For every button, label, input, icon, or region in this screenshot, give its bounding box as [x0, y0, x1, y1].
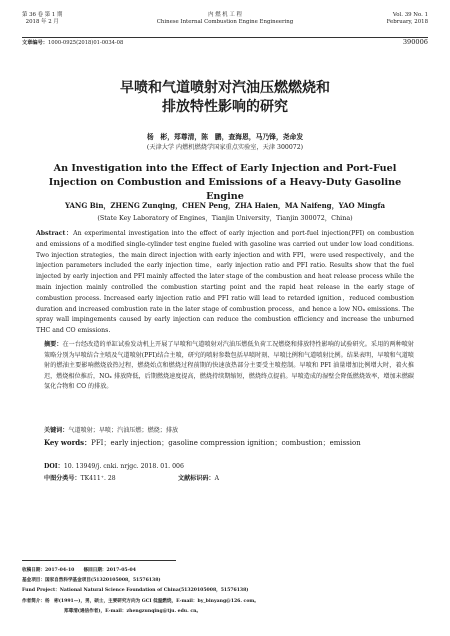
doi-label: DOI：	[44, 463, 64, 470]
english-abstract-text: An experimental investigation into the effect of early injection and port-fuel injection(PFI) on combustion and emissions of a modified single-cylinder test engine fueled with gasoline was carried out under low load conditions. Two injection strategies，the main direct injection with early injection and with FPI，were used respectively，and the injection parameters included the early injection time，early injection ratio and PFI ratio. Results show that the fuel injected by early injection and PFI mainly affected the later stage of the combustion and heat release process while the main injection mainly controlled the combustion starting point and the rapid heat release in the early stage of combustion process. Increased early injection ratio and PFI ratio will lead to retarded ignition，reduced combustion duration and increased combustion rate in the later stage of combustion process，and hence a low NOₓ emissions. The spray wall impingements caused by early injection can reduce the combustion efficiency and increase the unburned THC and CO emissions.	[36, 230, 414, 335]
english-abstract	[36, 229, 414, 337]
chinese-affiliation: (天津大学 内燃机燃烧学国家重点实验室，天津 300072)	[146, 144, 304, 151]
english-authors: YANG Bin，ZHENG Zunqing，CHEN Peng，ZHA Haien，MA Naifeng，YAO Mingfa	[64, 201, 386, 210]
header-issue-zh: 第 36 卷 第 1 期	[22, 12, 63, 18]
header-date-zh: 2018 年 2 月	[25, 19, 59, 26]
english-keywords	[44, 438, 414, 448]
article-number-label: 文章编号：	[22, 40, 48, 46]
chinese-abstract-text: 在一台经改造的单缸试验发动机上开展了早喷和气道喷射对汽油压燃低负荷工况燃烧和排放特性影响的试验研究。采用的两种喷射策略分别为早喷结合主喷及气道喷射(PFI)结合主喷，研究的喷射参数包括早喷时刻、早喷比例和气道喷射比例。结果表明，早喷和气道喷射的燃油主要影响燃烧放热过程，燃烧始点和燃烧过程前期的快速放热部分主要受主喷控制。早喷和 PFI 油量增加比例增大时，着火推迟，燃烧相位推后，NOₓ 排放降低，后期燃烧速度提高，燃烧持续期缩短，燃烧终点提前。早喷造成的湿壁会降低燃烧效率，增加未燃碳氢化合物和 CO 的排放。	[44, 341, 415, 391]
footnote-fund-zh: 基金项目：国家自然科学基金项目(51320105008，51576138)	[22, 578, 161, 584]
footnotes	[22, 566, 428, 617]
footnote-author-info: 作者简介：杨 彬(1991—)，男，硕士，主要研究方向为 GCI 低温燃烧，E-mail：by_binyang@126. com。	[22, 598, 259, 604]
article-code: 390006	[402, 38, 428, 46]
english-title: An Investigation into the Effect of Early Injection and Port-Fuel Injection on Combustion and Emissions of a Heavy-Duty Gasoline Engine	[48, 163, 402, 202]
footnote-divider	[22, 560, 176, 561]
chinese-keywords	[44, 425, 414, 434]
chinese-abstract	[44, 340, 414, 393]
english-affiliation: (State Key Laboratory of Engines，Tianjin University，Tianjin 300072，China)	[97, 214, 353, 222]
english-abstract-label: Abstract：	[36, 230, 74, 237]
journal-name-zh: 内 燃 机 工 程	[208, 12, 242, 18]
chinese-title-line-1: 早喷和气道喷射对汽油压燃燃烧和	[120, 80, 330, 96]
header-right	[387, 12, 428, 27]
chinese-keywords-text: 气道喷射；早喷；汽油压燃；燃烧；排放	[68, 427, 179, 434]
chinese-abstract-label: 摘要：	[44, 341, 63, 348]
doi-value: 10. 13949/j. cnki. nrjgc. 2018. 01. 006	[63, 463, 184, 470]
chinese-keywords-label: 关键词：	[44, 427, 69, 434]
english-keywords-text: PFI；early injection；gasoline compression ignition；combustion；emission	[91, 439, 361, 447]
footnote-received: 收稿日期：2017-04-10 修回日期：2017-05-04	[22, 568, 136, 573]
journal-name-en: Chinese Internal Combustion Engine Engineering	[156, 19, 294, 26]
footnote-corresponding: 郑尊清(通信作者)，E-mail：zhengzunqing@tju. edu. cn。	[64, 608, 202, 614]
footnote-fund-en: Fund Project：National Natural Science Foundation of China(51320105008，51576138)	[22, 588, 249, 594]
chinese-authors: 杨 彬，郑尊清，陈 鹏，查海恩，马乃锋，尧命发	[146, 133, 304, 141]
running-header	[22, 12, 428, 32]
chinese-title	[0, 79, 450, 117]
header-volume-en: Vol. 39 No. 1	[392, 12, 428, 18]
header-divider	[22, 37, 428, 38]
header-center	[22, 12, 428, 27]
english-keywords-label: Key words：	[44, 438, 92, 447]
doi-line	[44, 461, 184, 470]
classification-line	[44, 473, 414, 482]
clc-value: TK411⁺. 28	[80, 475, 116, 482]
header-date-en: February, 2018	[386, 19, 428, 26]
chinese-title-line-2: 排放特性影响的研究	[162, 99, 288, 115]
doc-code-value: A	[214, 475, 219, 482]
article-number-line	[22, 40, 428, 47]
doc-code-label: 文献标识码：	[178, 475, 215, 482]
article-number-value: 1000-0925(2018)01-0034-08	[47, 40, 124, 46]
clc-label: 中图分类号：	[44, 475, 81, 482]
